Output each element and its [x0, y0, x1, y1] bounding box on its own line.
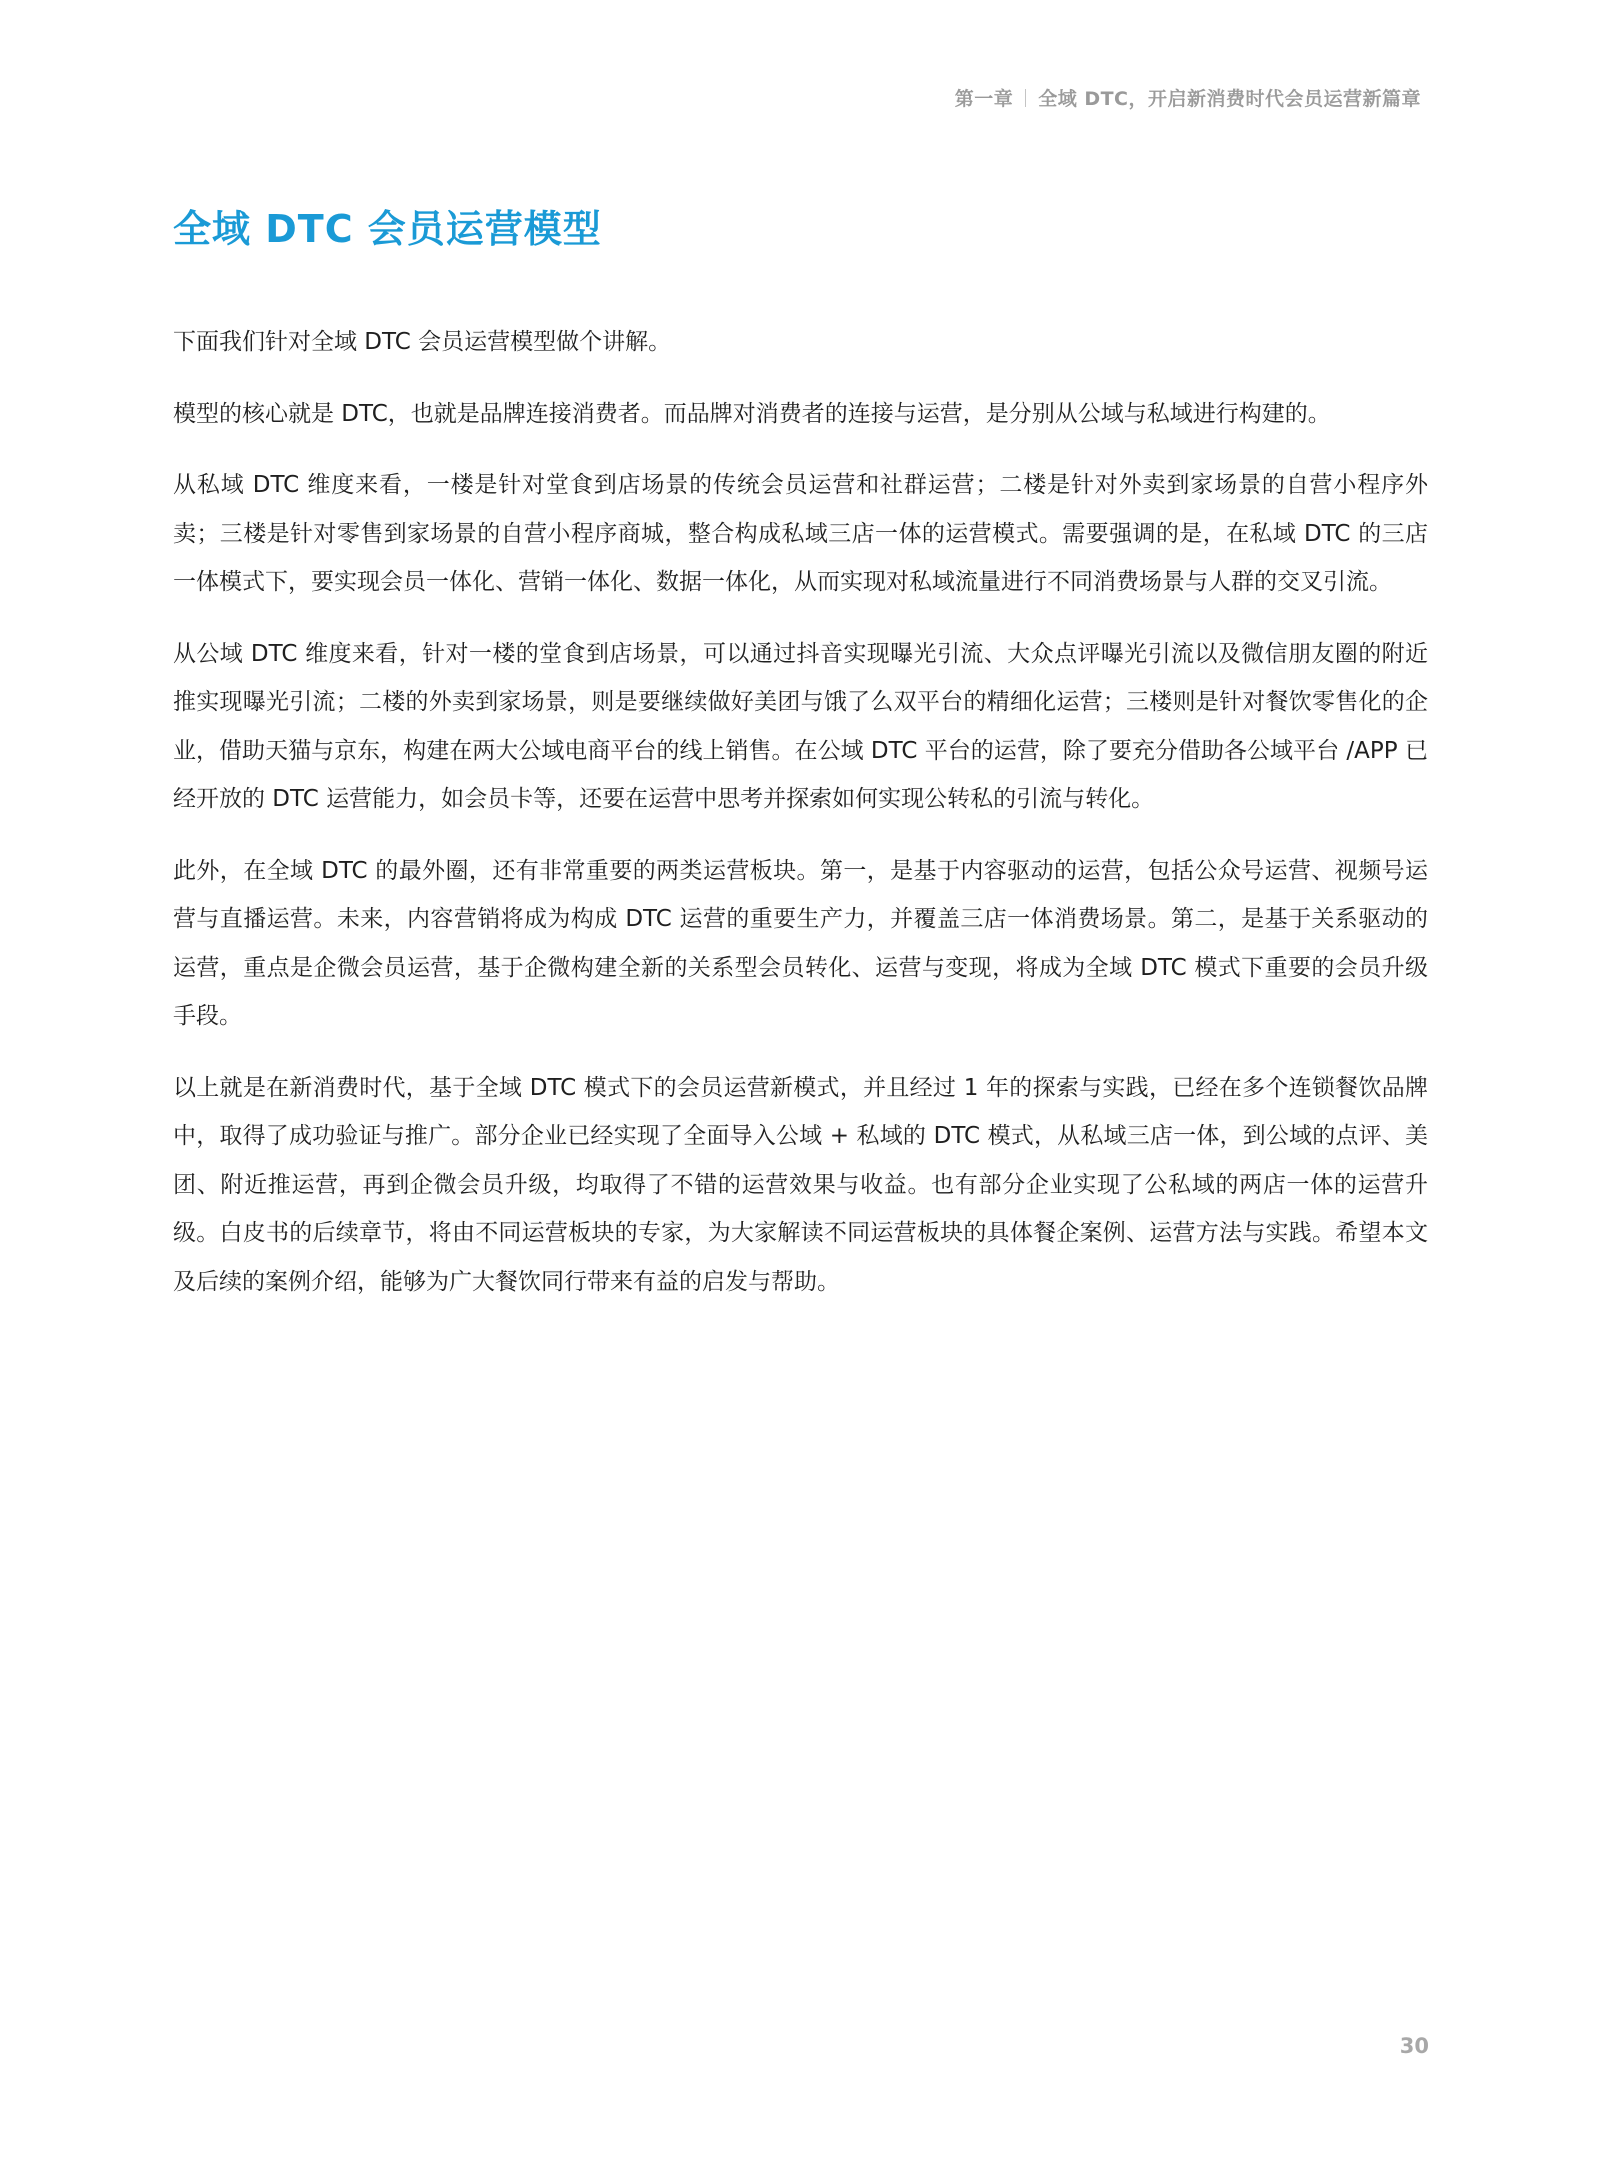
- chapter-title: 全域 DTC，开启新消费时代会员运营新篇章: [1038, 88, 1421, 110]
- paragraph: 从私域 DTC 维度来看，一楼是针对堂食到店场景的传统会员运营和社群运营；二楼是针对外卖到家场景的自营小程序外卖；三楼是针对零售到家场景的自营小程序商城，整合构成私域三店一体的运营模式。需要强调的是，在私域 DTC 的三店一体模式下，要实现会员一体化、营销一体化、数据一体化，从而实现对私域流量进行不同消费场景与人群的交叉引流。: [173, 472, 1429, 595]
- chapter-label: 第一章: [954, 88, 1014, 110]
- paragraph: 下面我们针对全域 DTC 会员运营模型做个讲解。: [173, 329, 672, 355]
- paragraph: 以上就是在新消费时代，基于全域 DTC 模式下的会员运营新模式，并且经过 1 年的探索与实践，已经在多个连锁餐饮品牌中，取得了成功验证与推广。部分企业已经实现了全面导入公域 + 私域的 DTC 模式，从私域三店一体，到公域的点评、美团、附近推运营，再到企微会员升级，均取得了不错的运营效果与收益。也有部分企业实现了公私域的两店一体的运营升级。白皮书的后续章节，将由不同运营板块的专家，为大家解读不同运营板块的具体餐企案例、运营方法与实践。希望本文及后续的案例介绍，能够为广大餐饮同行带来有益的启发与帮助。: [173, 1074, 1428, 1295]
- section-title: 全域 DTC 会员运营模型: [173, 207, 602, 251]
- paragraph: 模型的核心就是 DTC，也就是品牌连接消费者。而品牌对消费者的连接与运营，是分别从公域与私域进行构建的。: [173, 400, 1331, 427]
- running-header: [955, 84, 1421, 111]
- paragraph: 此外，在全域 DTC 的最外圈，还有非常重要的两类运营板块。第一，是基于内容驱动的运营，包括公众号运营、视频号运营与直播运营。未来，内容营销将成为构成 DTC 运营的重要生产力，并覆盖三店一体消费场景。第二，是基于关系驱动的运营，重点是企微会员运营，基于企微构建全新的关系型会员转化、运营与变现，将成为全域 DTC 模式下重要的会员升级手段。: [173, 857, 1428, 1029]
- header-divider: [1025, 89, 1026, 107]
- page-number: 30: [1399, 2034, 1429, 2058]
- paragraph: 从公域 DTC 维度来看，针对一楼的堂食到店场景，可以通过抖音实现曝光引流、大众点评曝光引流以及微信朋友圈的附近推实现曝光引流；二楼的外卖到家场景，则是要继续做好美团与饿了么双平台的精细化运营；三楼则是针对餐饮零售化的企业，借助天猫与京东，构建在两大公域电商平台的线上销售。在公域 DTC 平台的运营，除了要充分借助各公域平台 /APP 已经开放的 DTC 运营能力，如会员卡等，还要在运营中思考并探索如何实现公转私的引流与转化。: [173, 640, 1428, 812]
- body-text: [173, 318, 1428, 1329]
